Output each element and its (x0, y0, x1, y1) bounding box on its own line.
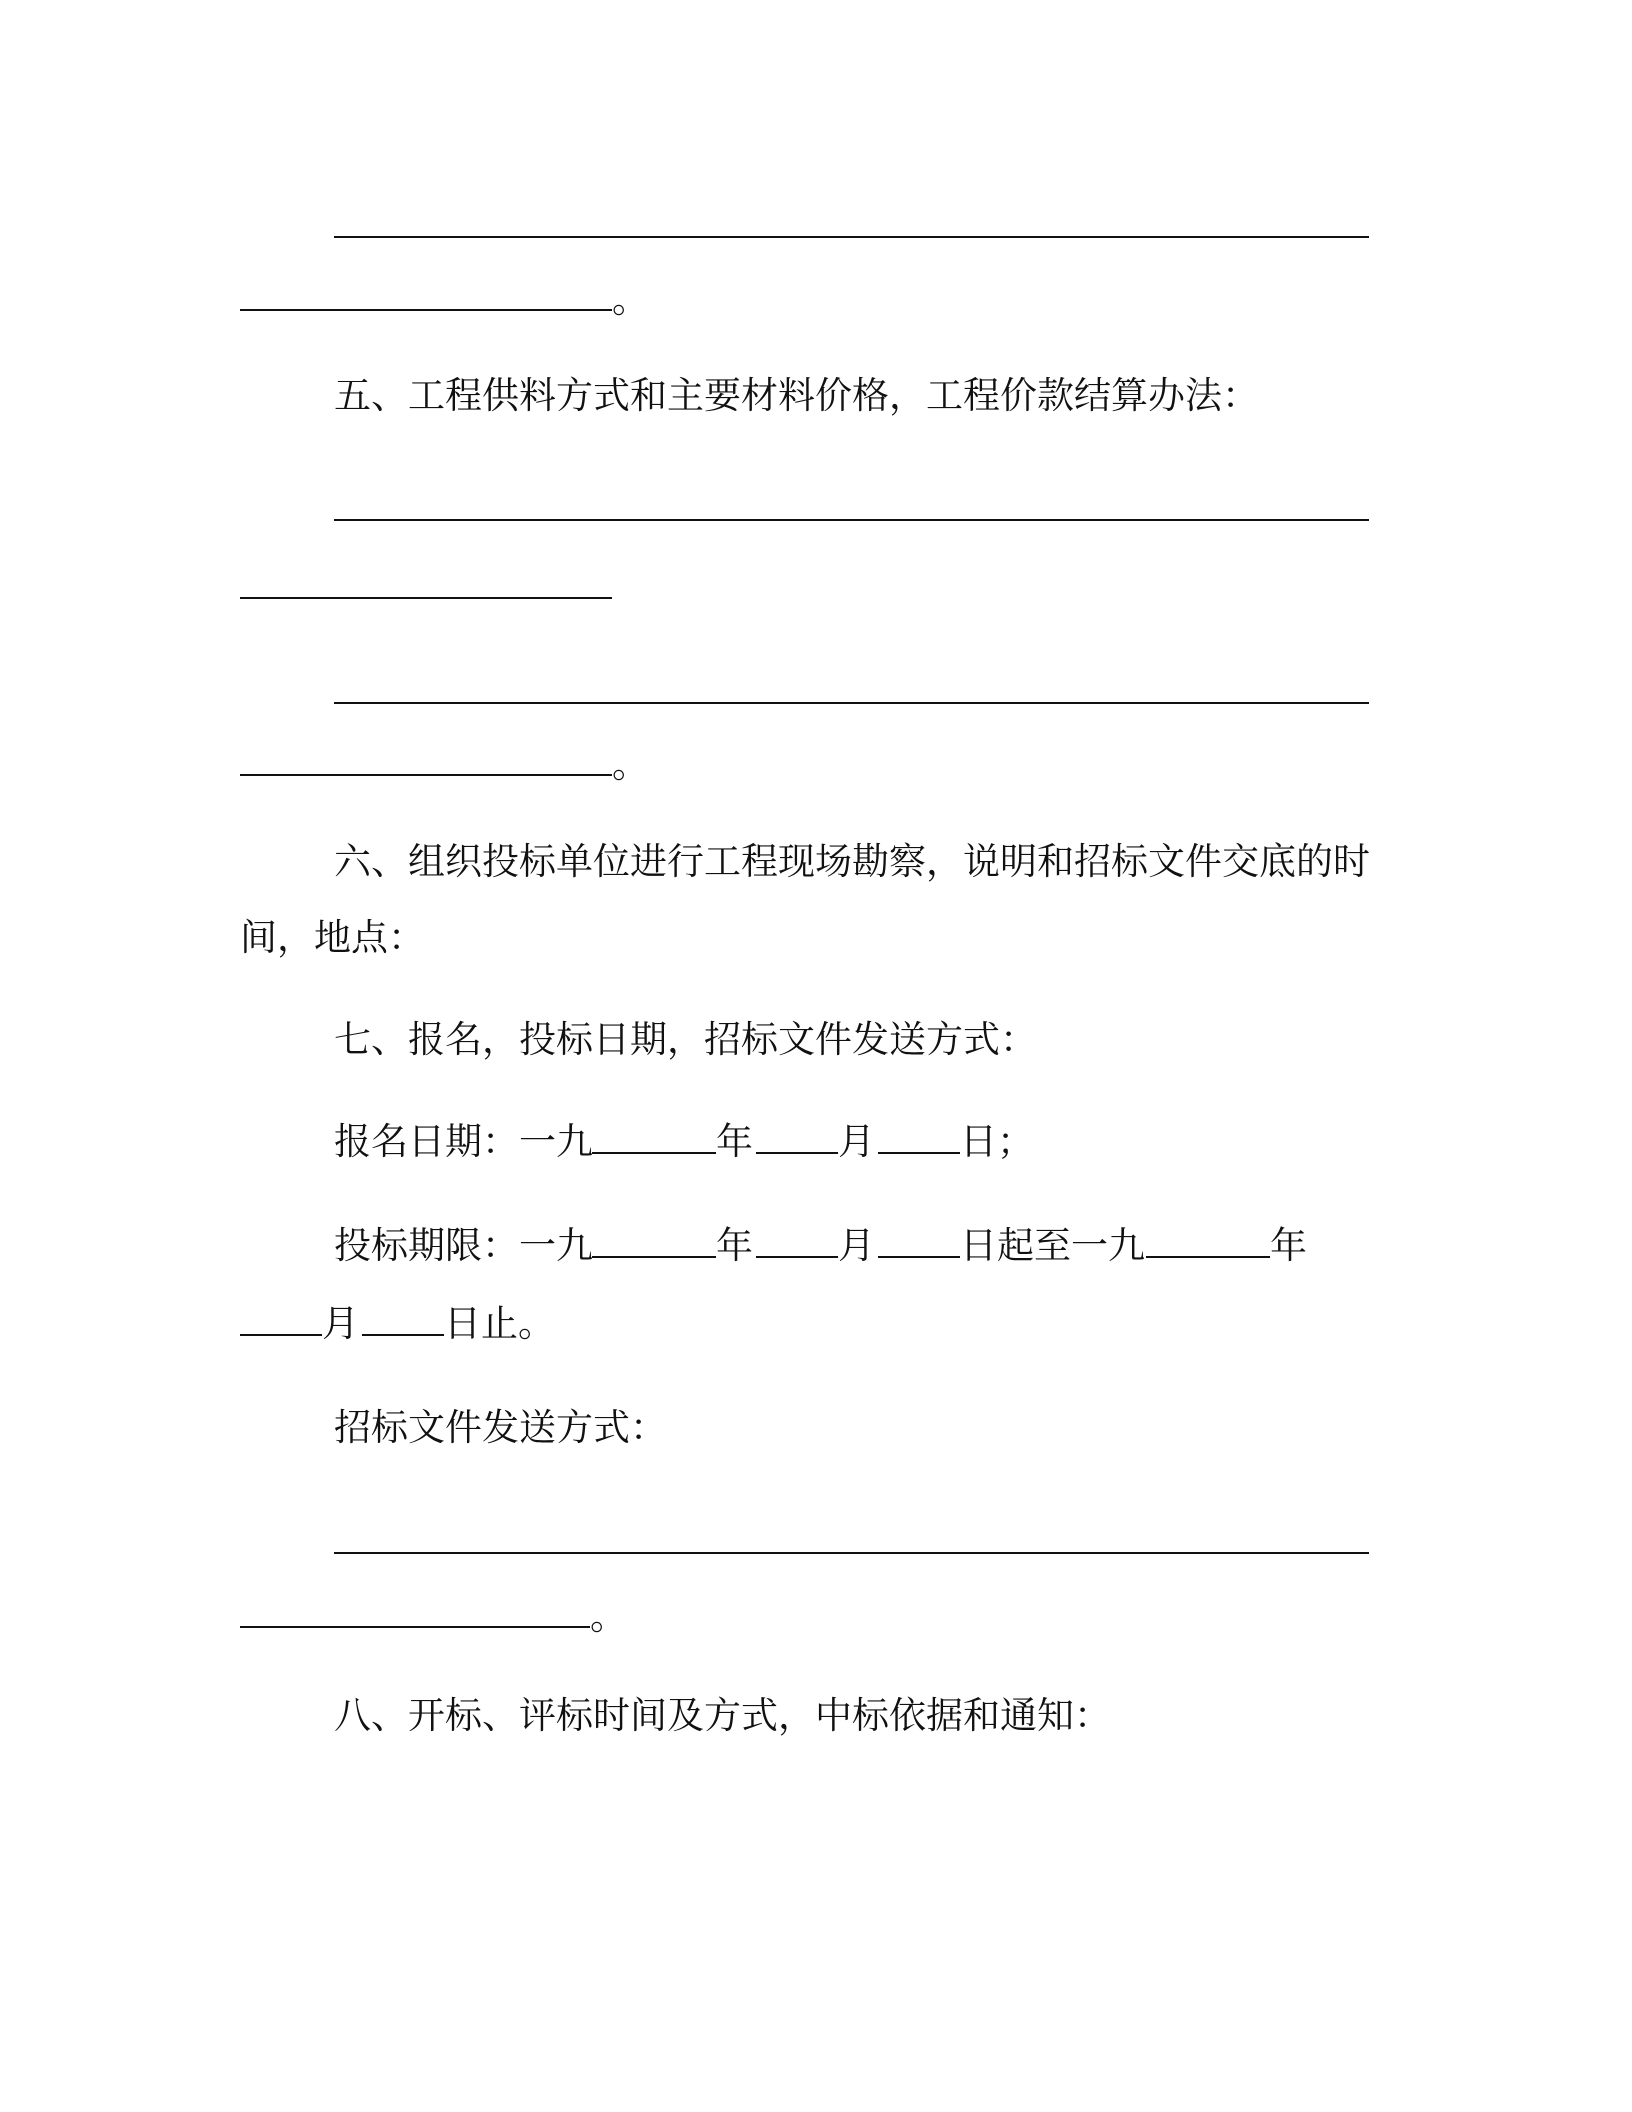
registration-day-unit: 日； (960, 1120, 1034, 1163)
fill-blank-line[interactable] (334, 519, 1369, 521)
fill-blank-line[interactable] (240, 597, 612, 599)
bidding-start-year-unit: 年 (716, 1224, 753, 1267)
fill-blank-line[interactable] (240, 309, 612, 311)
fill-blank-line[interactable] (334, 1552, 1369, 1554)
registration-year-unit: 年 (716, 1120, 753, 1163)
fill-blank-line[interactable] (240, 1626, 590, 1628)
period-mark: 。 (612, 743, 649, 786)
bidding-period-row (334, 1222, 1434, 1270)
fill-blank-line[interactable] (240, 774, 612, 776)
period-mark: 。 (612, 278, 649, 321)
bidding-end-month-unit: 月 (322, 1302, 359, 1345)
registration-year-blank[interactable] (592, 1152, 716, 1154)
bidding-end-day-blank[interactable] (362, 1334, 444, 1336)
bidding-start-month-unit: 月 (838, 1224, 875, 1267)
section-6-line-2: 间，地点： (240, 916, 425, 959)
bidding-start-day-unit: 日起至一九 (960, 1224, 1145, 1267)
delivery-method-label: 招标文件发送方式： (334, 1406, 667, 1449)
bidding-end-month-blank[interactable] (240, 1334, 322, 1336)
bidding-end-year-blank[interactable] (1146, 1256, 1270, 1258)
section-6-line-1: 六、组织投标单位进行工程现场勘察，说明和招标文件交底的时 (334, 840, 1370, 883)
registration-date-row (334, 1118, 1434, 1166)
section-8-heading: 八、开标、评标时间及方式，中标依据和通知： (334, 1694, 1111, 1737)
fill-blank-line[interactable] (334, 236, 1369, 238)
registration-label: 报名日期：一九 (334, 1120, 593, 1163)
bidding-period-label: 投标期限：一九 (334, 1224, 593, 1267)
bidding-end-year-unit: 年 (1270, 1224, 1307, 1267)
bidding-period-row-2 (240, 1300, 1040, 1348)
fill-blank-line[interactable] (334, 702, 1369, 704)
bidding-start-month-blank[interactable] (756, 1256, 838, 1258)
section-7-heading: 七、报名，投标日期，招标文件发送方式： (334, 1018, 1037, 1061)
bidding-start-day-blank[interactable] (878, 1256, 960, 1258)
section-5-heading: 五、工程供料方式和主要材料价格，工程价款结算办法： (334, 374, 1259, 417)
registration-day-blank[interactable] (878, 1152, 960, 1154)
bidding-start-year-blank[interactable] (592, 1256, 716, 1258)
registration-month-blank[interactable] (756, 1152, 838, 1154)
period-mark: 。 (590, 1595, 627, 1638)
registration-month-unit: 月 (838, 1120, 875, 1163)
bidding-end-day-unit: 日止。 (444, 1302, 555, 1345)
